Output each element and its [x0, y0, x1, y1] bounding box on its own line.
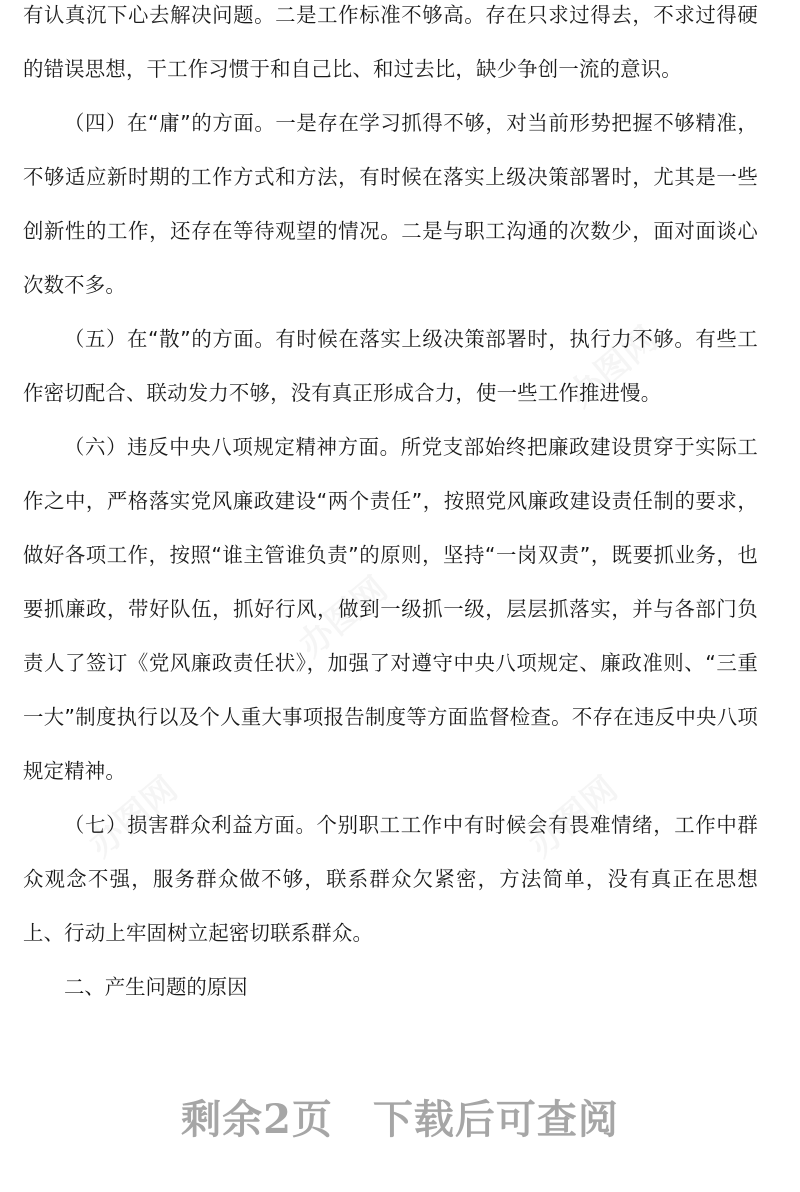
section-heading: 二、产生问题的原因	[64, 975, 248, 999]
paragraph-section-4: （四）在“庸”的方面。一是存在学习抓得不够，对当前形势把握不够精准，不够适应新时期的工作方式和方法，有时候在落实上级决策部署时，尤其是一些创新性的工作，还存在等待观望的情况。二是与职工沟通的次数少，面对面谈心次数不多。	[23, 111, 758, 297]
watermark: 办图网	[561, 319, 666, 416]
download-prompt-label: 下载后可查阅	[372, 1096, 619, 1143]
paragraph-section-5: （五）在“散”的方面。有时候在落实上级决策部署时，执行力不够。有些工作密切配合、联动发力不够，没有真正形成合力，使一些工作推进慢。	[23, 327, 758, 405]
watermark: 办图网	[521, 769, 626, 866]
watermark: 办图网	[291, 569, 396, 666]
paragraph-section-7: （七）损害群众利益方面。个别职工工作中有时候会有畏难情绪，工作中群众观念不强，服务群众做不够，联系群众欠紧密，方法简单，没有真正在思想上、行动上牢固树立起密切联系群众。	[23, 813, 758, 945]
remaining-pages-label: 剩余2页	[181, 1096, 333, 1143]
document-body	[23, 0, 758, 1014]
download-notice[interactable]	[0, 1088, 800, 1145]
paragraph-section-6: （六）违反中央八项规定精神方面。所党支部始终把廉政建设贯穿于实际工作之中，严格落实党风廉政建设“两个责任”，按照党风廉政建设责任制的要求，做好各项工作，按照“谁主管谁负责”的原则，坚持“一岗双责”，既要抓业务，也要抓廉政，带好队伍，抓好行风，做到一级抓一级，层层抓落实，并与各部门负责人了签订《党风廉政责任状》，加强了对遵守中央八项规定、廉政准则、“三重一大”制度执行以及个人重大事项报告制度等方面监督检查。不存在违反中央八项规定精神。	[23, 435, 758, 783]
paragraph-continuation: 有认真沉下心去解决问题。二是工作标准不够高。存在只求过得去，不求过得硬的错误思想，干工作习惯于和自己比、和过去比，缺少争创一流的意识。	[23, 3, 758, 81]
watermark: 办图网	[81, 769, 186, 866]
